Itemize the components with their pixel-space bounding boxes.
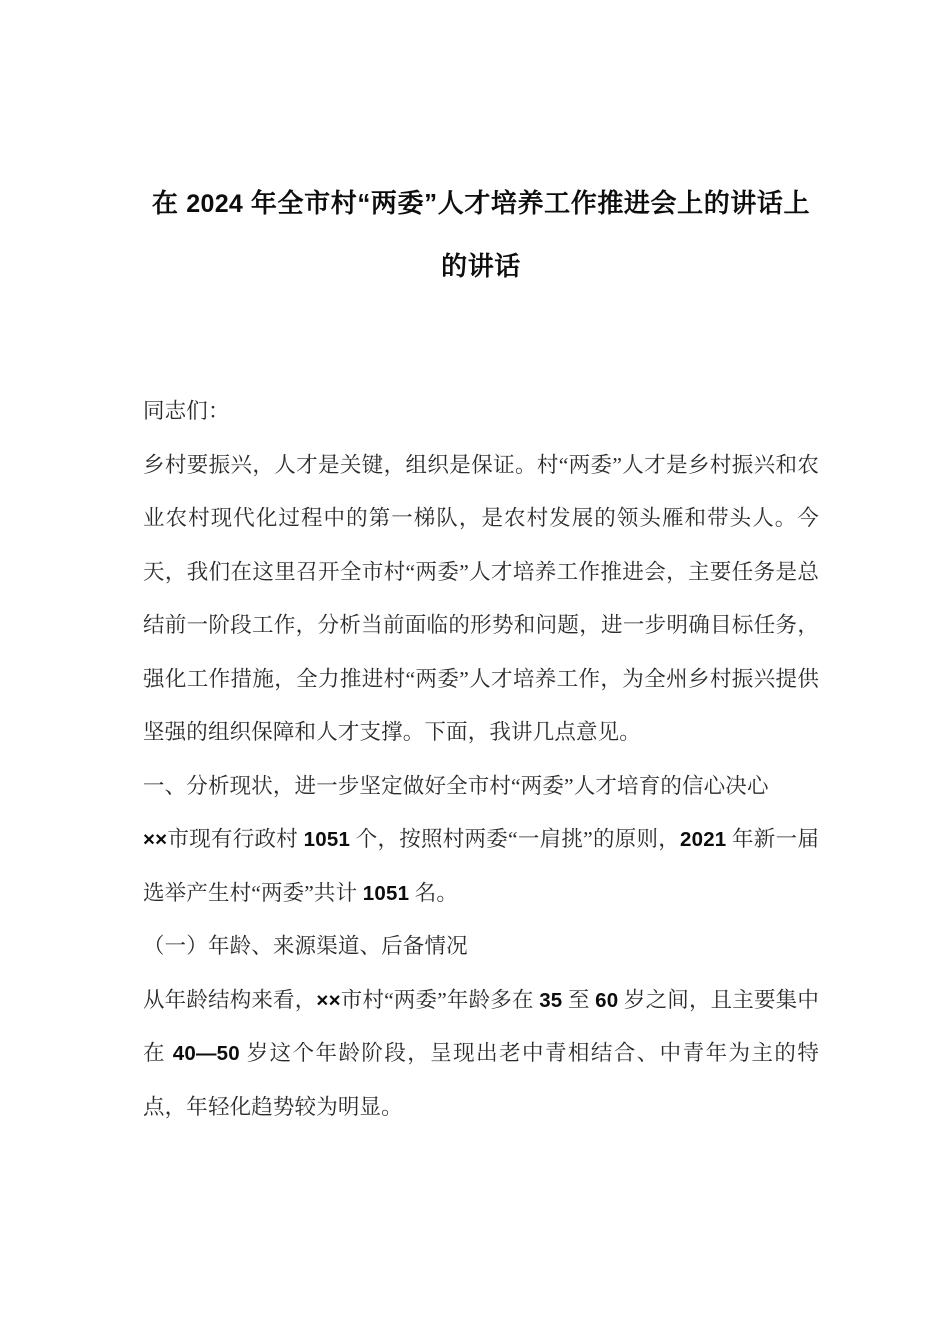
section-heading-one: 一、分析现状，进一步坚定做好全市村“两委”人才培育的信心决心 [143,773,769,798]
page-title: 在 2024 年全市村“两委”人才培养工作推进会上的讲话上的讲话 [151,188,811,282]
inline-numeral: 1051 [303,828,351,851]
age-structure-paragraph: 从年龄结构来看，××市村“两委”年龄多在 35 至 60 岁之间，且主要集中在 40—50 岁这个年龄阶段，呈现出老中青相结合、中青年为主的特点，年轻化趋势较为明显。 [143,987,819,1119]
inline-numeral: 40—50 [172,1042,240,1065]
statistics-paragraph: ××市现有行政村 1051 个，按照村两委“一肩挑”的原则，2021 年新一届选举产生村“两委”共计 1051 名。 [143,827,819,905]
salutation: 同志们： [143,399,230,423]
inline-numeral: 1051 [362,881,410,905]
inline-numeral: 35 [539,988,563,1012]
inline-numeral: 60 [595,988,619,1012]
inline-numeral: ×× [316,988,341,1012]
subsection-heading-one: （一）年龄、来源渠道、后备情况 [143,934,468,958]
title-year: 2024 [186,190,244,219]
inline-numeral: 2021 [680,828,727,851]
opening-paragraph: 乡村要振兴，人才是关键，组织是保证。村“两委”人才是乡村振兴和农业农村现代化过程中的第一梯队，是农村发展的领头雁和带头人。今天，我们在这里召开全市村“两委”人才培养工作推进会，主要任务是总结前一阶段工作，分析当前面临的形势和问题，进一步明确目标任务，强化工作措施，全力推进村“两委”人才培养工作，为全州乡村振兴提供坚强的组织保障和人才支撑。下面，我讲几点意见。 [143,452,819,744]
document-body [143,385,819,1134]
inline-numeral: ×× [143,828,168,851]
